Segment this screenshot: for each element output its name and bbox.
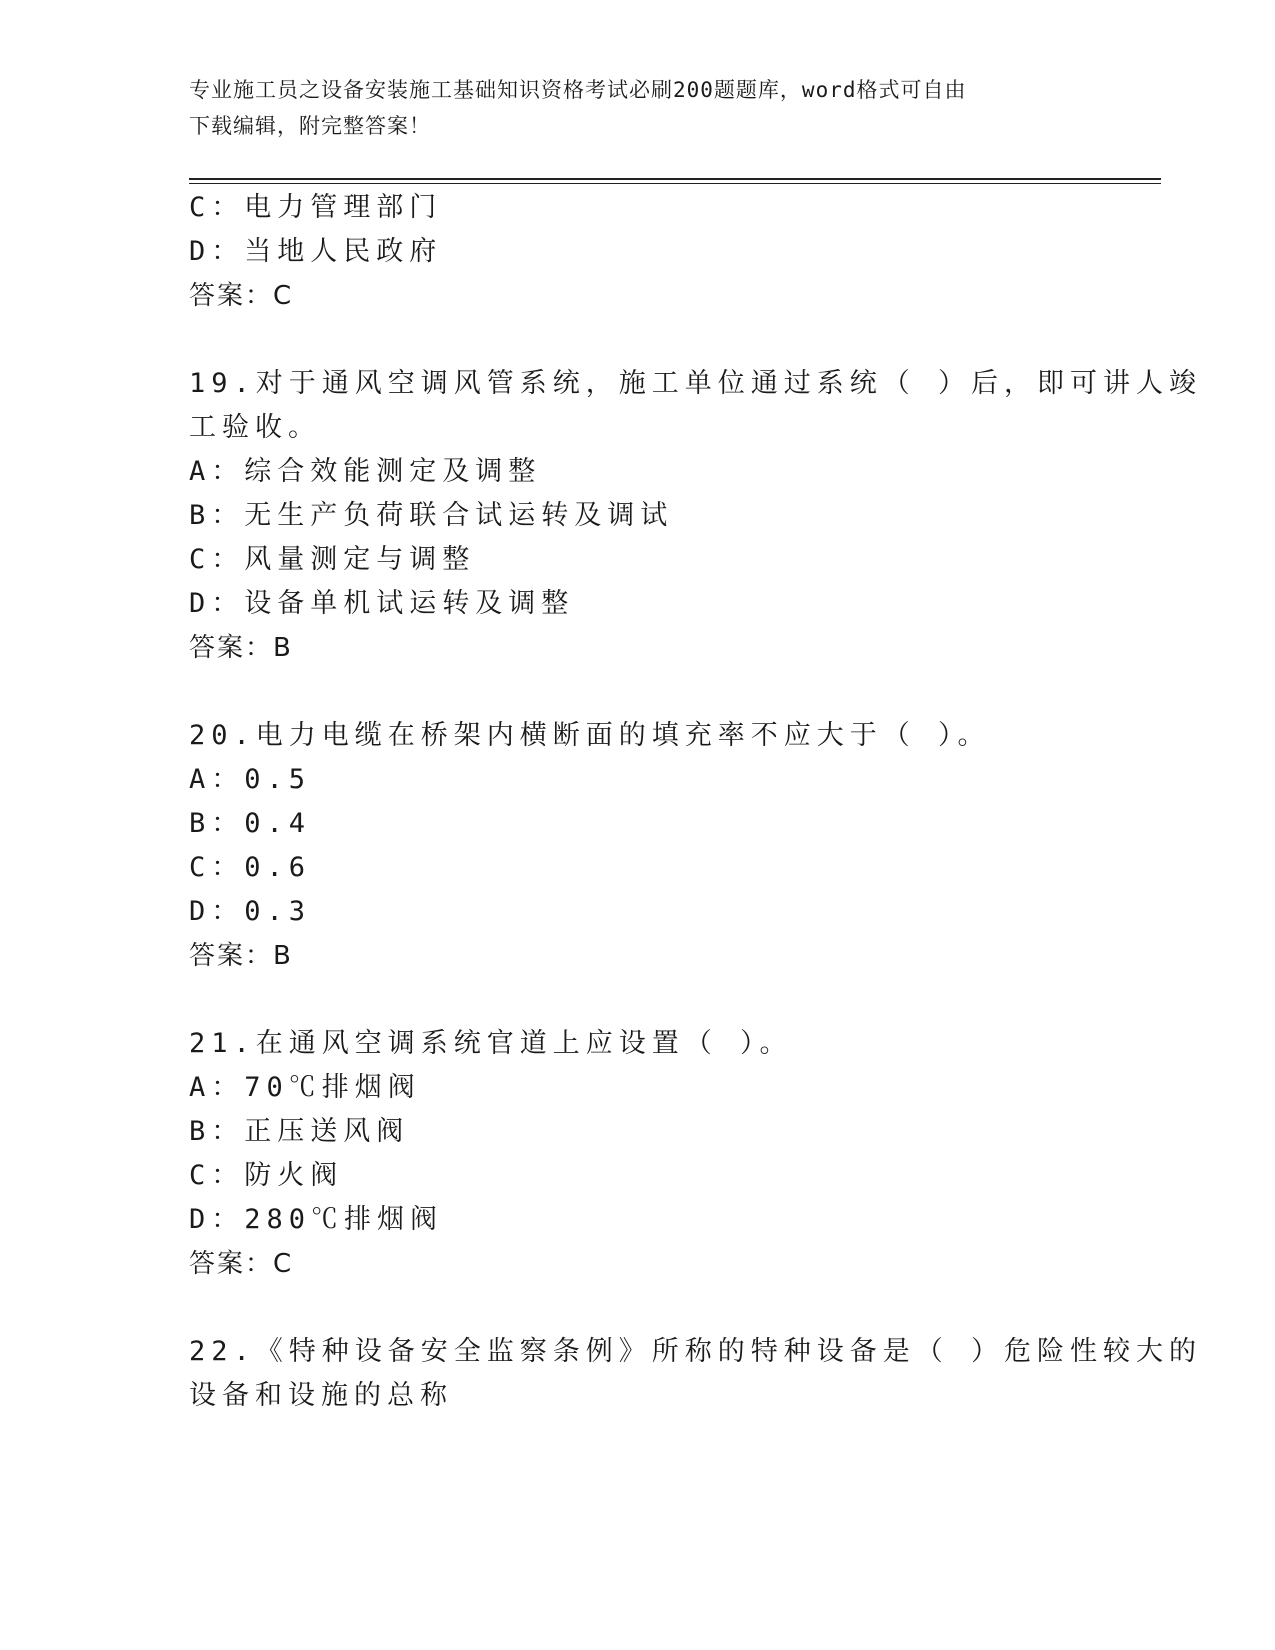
q19-stem-line-1: 19.对于通风空调风管系统，施工单位通过系统（ ）后，即可讲人竣 (189, 368, 1203, 399)
header-rule-thick (189, 178, 1161, 180)
q21-stem-line-1: 21.在通风空调系统官道上应设置（ ）。 (189, 1028, 793, 1059)
header-rule-thin (189, 183, 1161, 184)
prev-option-d: D：当地人民政府 (189, 236, 443, 267)
q21-option-c: C：防火阀 (189, 1160, 344, 1191)
header-line-1: 专业施工员之设备安装施工基础知识资格考试必刷200题题库，word格式可自由 (189, 78, 967, 102)
header-line-2: 下载编辑，附完整答案！ (189, 114, 431, 138)
q22-stem-line-1: 22.《特种设备安全监察条例》所称的特种设备是（ ）危险性较大的 (189, 1336, 1203, 1367)
prev-answer: 答案：C (189, 281, 294, 311)
q19-option-b: B：无生产负荷联合试运转及调试 (189, 500, 674, 531)
q21-option-d: D：280℃排烟阀 (189, 1204, 444, 1235)
q21-option-a: A：70℃排烟阀 (189, 1072, 421, 1103)
q22-stem-line-2: 设备和设施的总称 (189, 1380, 453, 1411)
q19-option-d: D：设备单机试运转及调整 (189, 588, 575, 619)
q20-option-c: C：0.6 (189, 852, 312, 883)
q19-stem-line-2: 工验收。 (189, 412, 321, 443)
q20-option-b: B：0.4 (189, 808, 312, 839)
q19-option-a: A：综合效能测定及调整 (189, 456, 542, 487)
q21-option-b: B：正压送风阀 (189, 1116, 410, 1147)
q20-stem-line-1: 20.电力电缆在桥架内横断面的填充率不应大于（ ）。 (189, 720, 991, 751)
q20-answer: 答案：B (189, 941, 293, 971)
q21-answer: 答案：C (189, 1249, 294, 1279)
prev-option-c: C：电力管理部门 (189, 192, 443, 223)
q19-answer: 答案：B (189, 633, 293, 663)
q20-option-d: D：0.3 (189, 896, 312, 927)
q19-option-c: C：风量测定与调整 (189, 544, 476, 575)
q20-option-a: A：0.5 (189, 764, 312, 795)
document-header (189, 72, 1069, 144)
